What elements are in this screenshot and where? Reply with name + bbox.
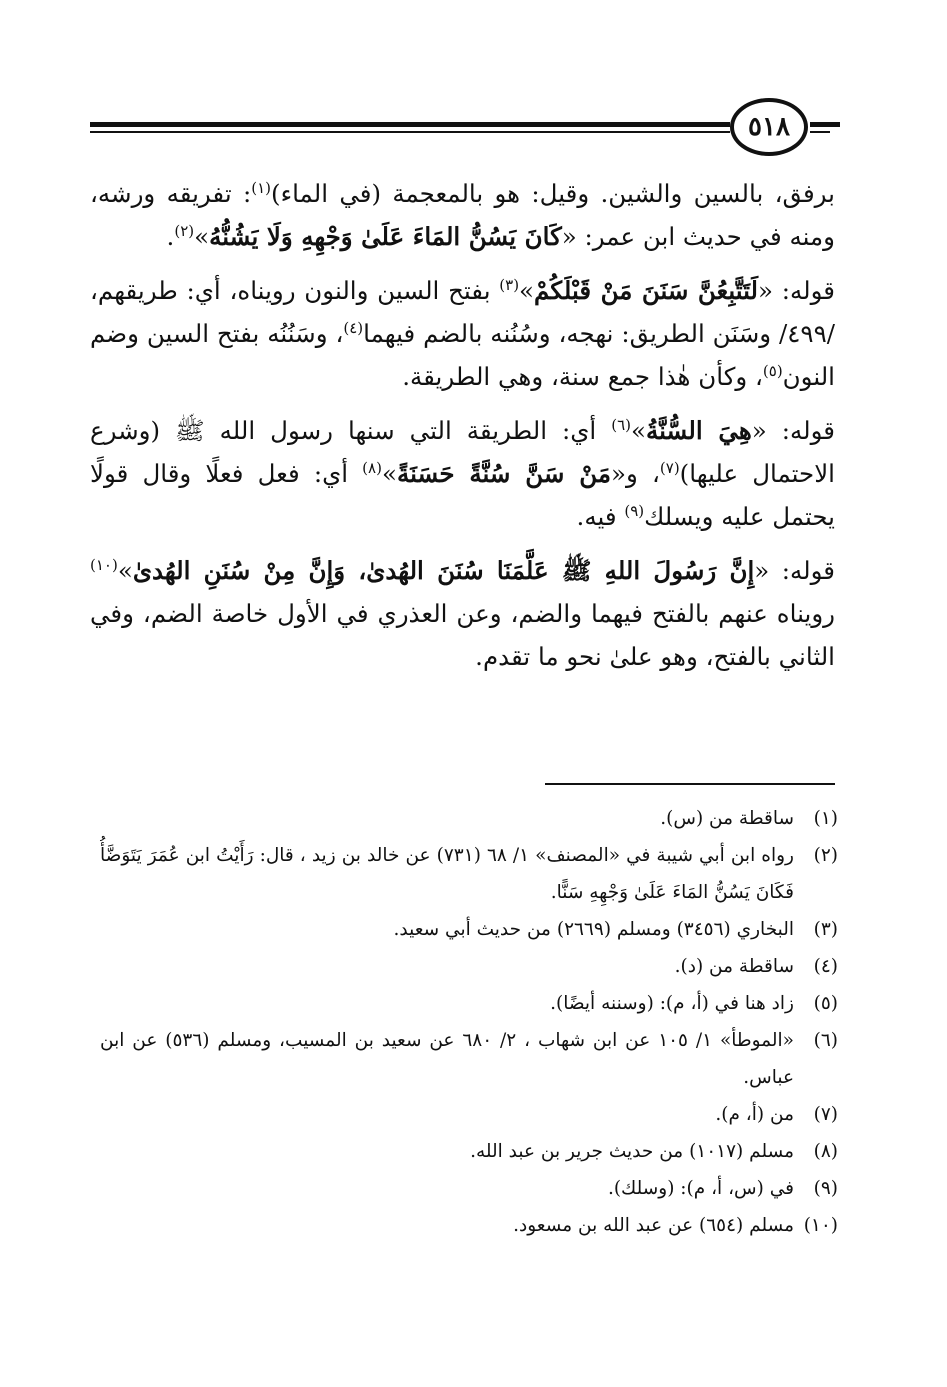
footnote-number: (٢)	[813, 845, 838, 866]
footnote	[100, 800, 838, 837]
header-rule-end	[810, 122, 840, 127]
footnote	[100, 1207, 838, 1244]
footnote-ref: (١٠)	[90, 555, 118, 574]
text-segment: »	[519, 276, 535, 305]
text-segment: قوله: «	[754, 556, 835, 585]
footnote-ref: (٦)	[611, 415, 632, 434]
paragraph	[90, 172, 835, 258]
text-segment: قوله: «	[758, 276, 835, 305]
header-rule	[90, 122, 730, 127]
hadith-quote: مَنْ سَنَّ سُنَّةً حَسَنَةً	[396, 459, 612, 488]
text-segment: ، وسَنُنُه بفتح السين وضم النون	[90, 319, 835, 391]
text-segment: برفق، بالسين والشين. وقيل: هو بالمعجمة (في الماء)	[271, 179, 835, 208]
footnote-number: (٣)	[813, 919, 838, 940]
footnote-text: مسلم (٦٥٤) عن عبد الله بن مسعود.	[513, 1215, 794, 1236]
footnote-number: (٤)	[813, 956, 838, 977]
footnote	[100, 837, 838, 911]
main-text	[90, 172, 835, 689]
text-segment: بفتح السين والنون رويناه، أي: طريقهم، /٤٩٩/ وسَنَن الطريق: نهجه، وسُنُنه بالضم فيهما	[90, 276, 836, 348]
footnotes	[100, 800, 838, 1244]
footnote-text: ساقطة من (س).	[660, 808, 794, 829]
text-segment: ، و«	[611, 459, 660, 488]
header-rule-thin	[90, 131, 730, 133]
footnote-text: زاد هنا في (أ، م): (وسننه أيضًا).	[550, 993, 794, 1014]
text-segment: »	[381, 459, 397, 488]
footnote-ref: (٢)	[174, 221, 195, 240]
footnote-text: مسلم (١٠١٧) من حديث جرير بن عبد الله.	[470, 1141, 794, 1162]
text-segment: قوله: «	[751, 416, 835, 445]
hadith-quote: إِنَّ رَسُولَ اللهِ ﷺ عَلَّمَنَا سُنَنَ الهُدىٰ، وَإِنَّ مِنْ سُنَنِ الهُدىٰ	[132, 556, 755, 585]
footnote-text: «الموطأ» ١/ ١٠٥ عن ابن شهاب ، ٢/ ٦٨٠ عن سعيد بن المسيب، ومسلم (٥٣٦) عن ابن عباس.	[100, 1030, 794, 1088]
footnote-number: (٦)	[813, 1030, 838, 1051]
footnote-number: (٧)	[813, 1104, 838, 1125]
paragraph	[90, 269, 835, 398]
text-segment: فيه.	[576, 502, 625, 531]
footnote-ref: (٥)	[762, 361, 783, 380]
footnote	[100, 1133, 838, 1170]
footnote-text: رواه ابن أبي شيبة في «المصنف» ١/ ٦٨ (٧٣١) عن خالد بن زيد ، قال: رَأَيْتُ ابن عُمَرَ يَتَوَضَّأُ فَكَانَ يَسُنُّ المَاءَ عَلَىٰ وَجْهِهِ سَنًّا.	[100, 845, 794, 903]
page-header	[90, 94, 835, 164]
footnote-number: (٩)	[813, 1178, 838, 1199]
footnote-text: ساقطة من (د).	[674, 956, 794, 977]
footnote-ref: (٣)	[499, 275, 520, 294]
footnote-text: البخاري (٣٤٥٦) ومسلم (٢٦٦٩) من حديث أبي سعيد.	[393, 919, 794, 940]
page-number: ٥١٨	[730, 98, 808, 156]
footnote	[100, 1096, 838, 1133]
text-segment: أي: الطريقة التي سنها رسول الله ﷺ (وشرع الاحتمال عليها)	[90, 416, 835, 488]
footnote-ref: (٩)	[624, 501, 645, 520]
text-segment: رويناه عنهم بالفتح فيهما والضم، وعن العذري في الأول خاصة الضم، وفي الثاني بالفتح، وهو علىٰ نحو ما تقدم.	[90, 599, 835, 671]
paragraph	[90, 549, 835, 678]
footnote-number: (٨)	[813, 1141, 838, 1162]
hadith-quote: هِيَ السُّنَّةُ	[646, 416, 752, 445]
text-segment: ، وكأن هٰذا جمع سنة، وهي الطريقة.	[402, 362, 763, 391]
text-segment: : تفريقه ورشه، ومنه في حديث ابن عمر: «	[90, 179, 835, 251]
footnote-separator	[545, 783, 835, 785]
text-segment: »	[194, 222, 210, 251]
footnote	[100, 1170, 838, 1207]
footnote-text: من (أ، م).	[715, 1104, 794, 1125]
footnote	[100, 911, 838, 948]
footnote-number: (١)	[813, 808, 838, 829]
footnote	[100, 985, 838, 1022]
paragraph	[90, 409, 835, 538]
footnote-ref: (٨)	[362, 458, 382, 477]
text-segment: »	[117, 556, 133, 585]
footnote-ref: (٧)	[659, 458, 680, 477]
footnote-ref: (٤)	[343, 318, 364, 337]
footnote-ref: (١)	[251, 178, 272, 197]
text-segment: .	[166, 222, 175, 251]
hadith-quote: لَتَتَّبِعُنَّ سَنَنَ مَنْ قَبْلَكُمْ	[534, 276, 759, 305]
footnote	[100, 1022, 838, 1096]
text-segment: أي: فعل فعلًا وقال قولًا يحتمل عليه ويسلك	[90, 459, 835, 531]
text-segment: »	[631, 416, 647, 445]
footnote	[100, 948, 838, 985]
footnote-number: (١٠)	[803, 1215, 838, 1236]
header-rule-end-thin	[810, 131, 830, 133]
footnote-number: (٥)	[813, 993, 838, 1014]
hadith-quote: كَانَ يَسُنُّ المَاءَ عَلَىٰ وَجْهِهِ وَلَا يَشُنُّهُ	[209, 222, 562, 251]
footnote-text: في (س، أ، م): (وسلك).	[607, 1178, 794, 1199]
